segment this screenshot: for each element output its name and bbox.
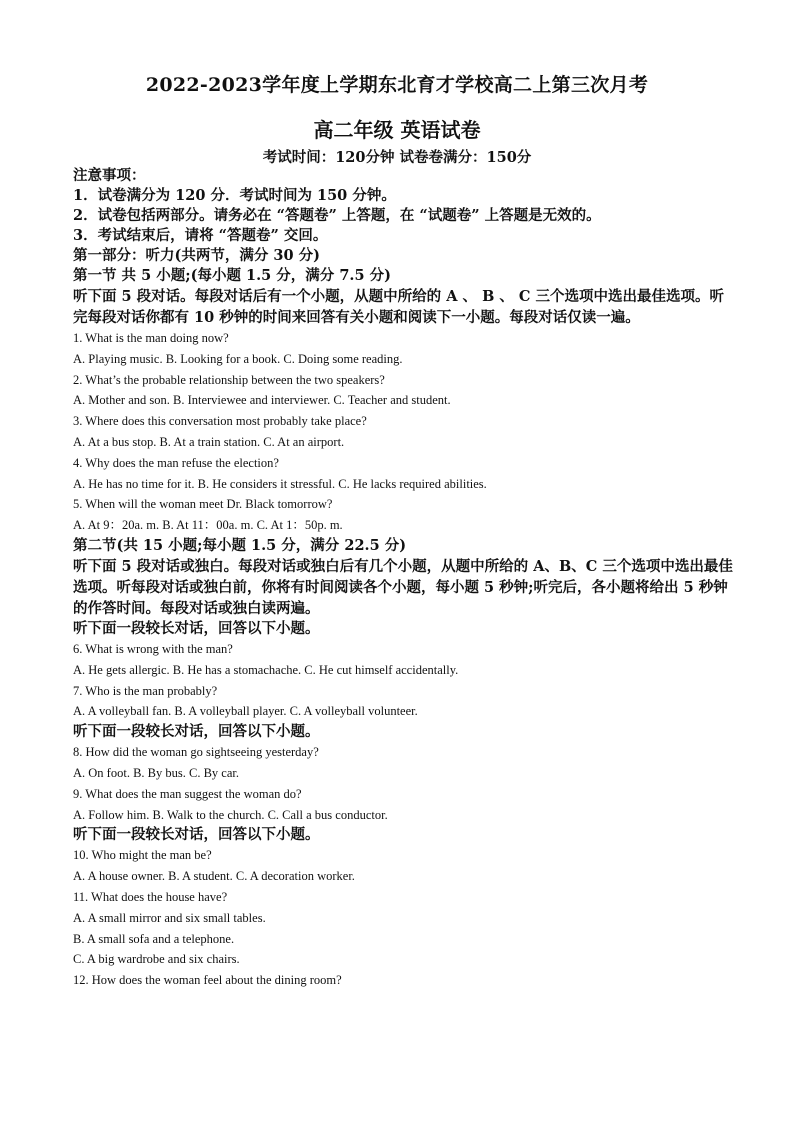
question-text: 5. When will the woman meet Dr. Black tomorrow? [73,497,333,512]
dialogue-directive: 听下面一段较长对话，回答以下小题。 [73,826,320,844]
question-options: A. Mother and son. B. Interviewee and interviewer. C. Teacher and student. [73,393,451,408]
question-options: A. A house owner. B. A student. C. A decoration worker. [73,869,355,884]
notice-item: 1．试卷满分为 120 分．考试时间为 150 分钟。 [73,187,396,204]
question-text: 1. What is the man doing now? [73,331,229,345]
question-text: 7. Who is the man probably? [73,683,218,698]
question-text: 4. Why does the man refuse the election? [73,455,279,470]
question-text: 3. Where does this conversation most probably take place? [73,414,367,429]
notice-heading: 注意事项： [73,167,146,184]
section1-heading: 第一节 共 5 小题;(每小题 1.5 分，满分 7.5 分) [73,267,391,284]
question-text: 9. What does the man suggest the woman do? [73,786,302,801]
question-options: A. On foot. B. By bus. C. By car. [73,765,239,780]
section1-instruction: 听下面 5 段对话。每段对话后有一个小题，从题中所给的 A 、 B 、 C 三个选项中选出最佳选项。听完每段对话你都有 10 秒钟的时间来回答有关小题和阅读下一小题。每段对话仅读一遍。 [73,288,725,326]
section2-heading: 第二节(共 15 小题;每小题 1.5 分，满分 22.5 分) [73,536,407,554]
dialogue-directive: 听下面一段较长对话，回答以下小题。 [73,723,320,741]
part1-heading: 第一部分：听力(共两节，满分 30 分) [73,247,320,264]
question-options: A. He has no time for it. B. He considers it stressful. C. He lacks required abilities. [73,476,487,491]
notice-item: 3．考试结束后，请将 “答题卷” 交回。 [73,227,328,244]
exam-info: 考试时间：120分钟 试卷卷满分：150分 [262,149,532,166]
dialogue-directive: 听下面一段较长对话，回答以下小题。 [73,619,320,637]
question-option: B. A small sofa and a telephone. [73,931,235,946]
exam-title: 2022-2023学年度上学期东北育才学校高二上第三次月考 [145,74,649,96]
question-options: A. Playing music. B. Looking for a book. C. Doing some reading. [73,351,403,366]
question-option: A. A small mirror and six small tables. [73,910,266,925]
section2-instruction: 听下面 5 段对话或独白。每段对话或独白后有几个小题，从题中所给的 A、B、C 三个选项中选出最佳选项。听每段对话或独白前，你将有时间阅读各个小题，每小题 5 秒钟;听完后，各小题将给出 5 秒钟的作答时间。每段对话或独白读两遍。 [73,557,733,617]
question-options: A. At a bus stop. B. At a train station. C. At an airport. [73,434,345,449]
exam-body [73,166,733,991]
question-text: 8. How did the woman go sightseeing yesterday? [73,745,319,760]
question-text: 11. What does the house have? [73,889,228,904]
question-options: A. At 9：20a. m. B. At 11：00a. m. C. At 1：50p. m. [73,518,343,533]
exam-subtitle: 高二年级 英语试卷 [313,118,481,142]
question-text: 10. Who might the man be? [73,848,212,863]
question-options: A. He gets allergic. B. He has a stomachache. C. He cut himself accidentally. [73,662,459,677]
question-text: 6. What is wrong with the man? [73,641,233,656]
question-text: 2. What’s the probable relationship between the two speakers? [73,372,385,387]
question-option: C. A big wardrobe and six chairs. [73,952,240,967]
question-options: A. Follow him. B. Walk to the church. C. Call a bus conductor. [73,807,388,822]
question-text: 12. How does the woman feel about the dining room? [73,973,342,988]
notice-item: 2．试卷包括两部分。请务必在 “答题卷” 上答题，在 “试题卷” 上答题是无效的。 [73,207,601,224]
question-options: A. A volleyball fan. B. A volleyball player. C. A volleyball volunteer. [73,704,418,719]
